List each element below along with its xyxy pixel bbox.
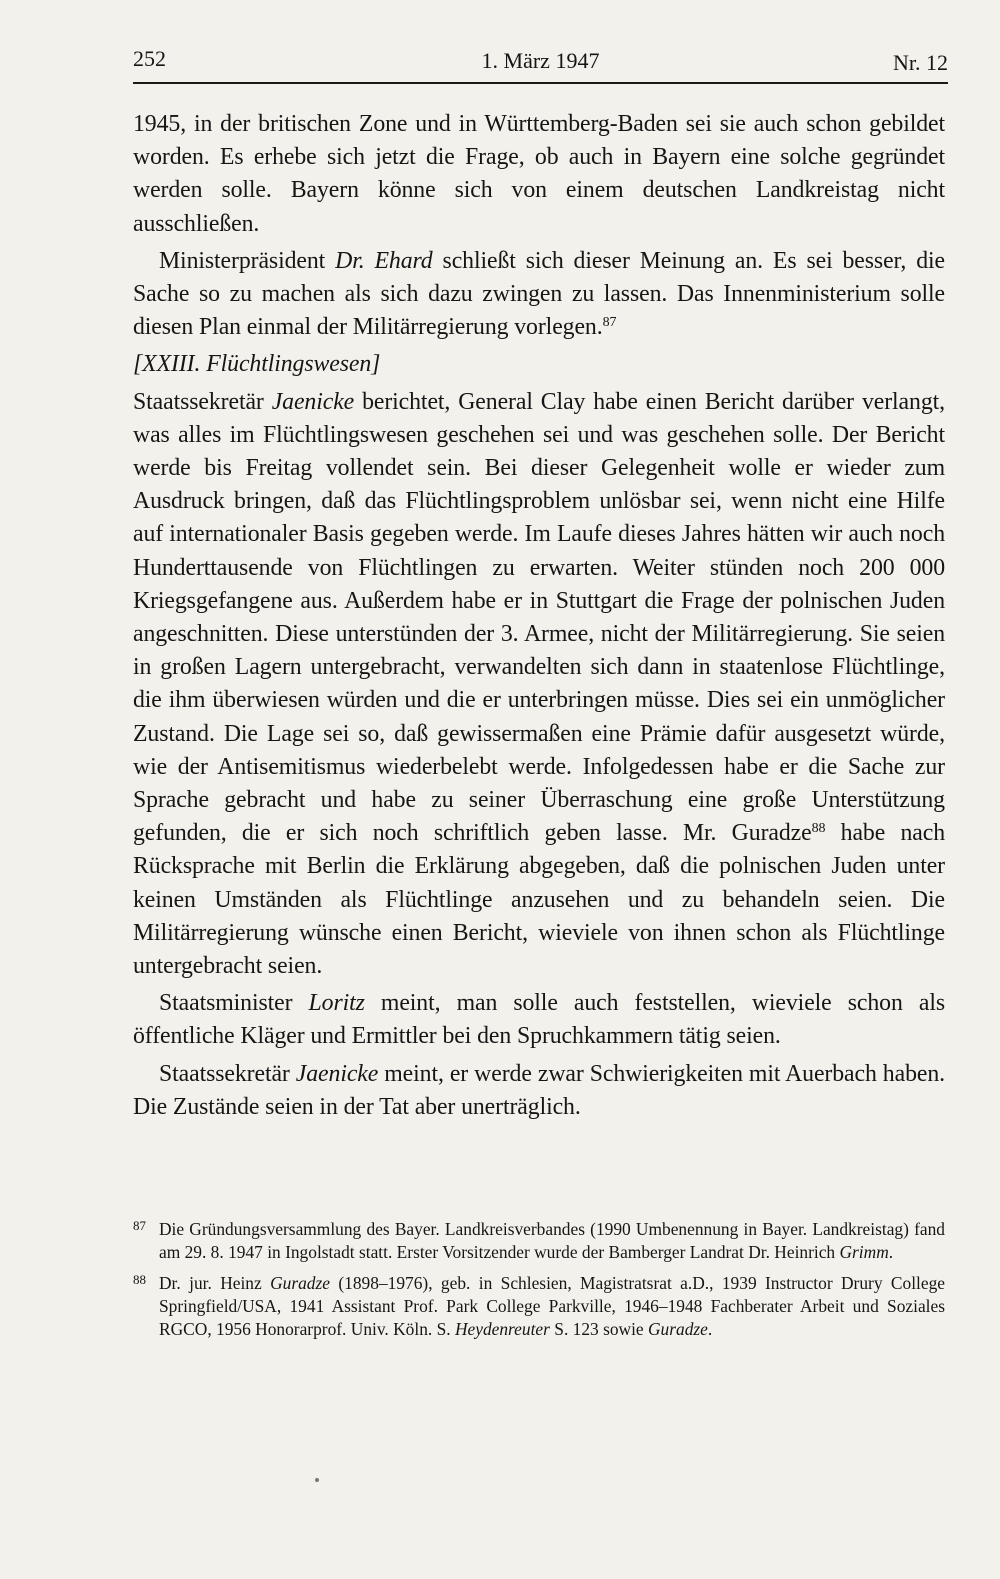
running-header xyxy=(133,46,948,82)
person-name: Jaenicke xyxy=(295,1060,379,1087)
text-segment: Dr. jur. Heinz xyxy=(159,1273,271,1293)
person-name: Grimm xyxy=(839,1242,889,1262)
footnote-88 xyxy=(133,1272,945,1341)
text-segment: Staatssekretär xyxy=(133,388,272,415)
paragraph-jaenicke-reply xyxy=(133,1058,945,1124)
text-segment: meint, man solle auch feststellen, wieviele schon als öffentliche Kläger und Ermittler bei den Spruchkammern tätig seien. xyxy=(133,990,945,1050)
section-heading-text: [XXIII. Flüchtlingswesen] xyxy=(133,351,381,378)
page-number: 252 xyxy=(133,46,166,71)
paragraph-continuation: 1945, in der britischen Zone und in Württemberg-Baden sei sie auch schon gebildet worden. Es erhebe sich jetzt die Frage, ob auch in Bayern eine solche gegründet werden solle. Bayern könne sich von einem deutschen Landkreistag nicht ausschließen. xyxy=(133,111,945,237)
text-segment: (1898–1976), geb. in Schlesien, Magistratsrat a.D., 1939 Instructor Drury College Springfield/USA, 1941 Assistant Prof. Park College Parkville, 1946–1948 Fachberater Arbeit und Soziales RGCO, 1956 Honorarprof. Univ. Köln. S. xyxy=(159,1273,945,1339)
print-speck xyxy=(315,1478,319,1482)
header-date: 1. März 1947 xyxy=(481,48,600,73)
person-name: Dr. Ehard xyxy=(335,247,433,274)
header-rule xyxy=(133,82,948,84)
footnote-87 xyxy=(133,1218,945,1264)
footnote-number: 87 xyxy=(133,1218,146,1233)
text-segment: berichtet, General Clay habe einen Bericht darüber verlangt, was alles im Flüchtlingswesen geschehen sei und was geschehen solle. Der Bericht werde bis Freitag vollendet sein. Bei dieser Gelegenheit wolle er wieder zum Ausdruck bringen, daß das Flüchtlingsproblem unlösbar sei, wenn nicht eine Hilfe auf internationaler Basis gegeben werde. Im Laufe dieses Jahres hätten wir auch noch Hunderttausende von Flüchtlingen zu erwarten. Weiter stünden noch 200 000 Kriegsgefangene aus. Außerdem habe er in Stuttgart die Frage der polnischen Juden angeschnitten. Diese unterstünden der 3. Armee, nicht der Militärregierung. Sie seien in großen Lagern untergebracht, verwandelten sich dann in staatenlose Flüchtlinge, die ihm überwiesen würden und die er unterbringen müsse. Dies sei ein unmöglicher Zustand. Die Lage sei so, daß gewissermaßen eine Prämie dafür ausgesetzt würde, wie der Antisemitismus wiederbelebt werde. Infolgedessen habe er die Sache zur Sprache gebracht und habe zu seiner Überraschung eine große Unterstützung gefunden, die er sich noch schriftlich geben lasse. Mr. Guradze xyxy=(133,388,945,847)
text-segment: Staatsminister xyxy=(159,990,309,1017)
issue-number: Nr. 12 xyxy=(893,50,948,75)
text-segment: meint, er werde zwar Schwierigkeiten mit Auerbach haben. Die Zustände seien in der Tat aber unerträglich. xyxy=(133,1060,945,1120)
person-name: Guradze xyxy=(648,1319,708,1339)
text-segment: Die Gründungsversammlung des Bayer. Landkreisverbandes (1990 Umbenennung in Bayer. Landkreistag) fand am 29. 8. 1947 in Ingolstadt statt. Erster Vorsitzender wurde der Bamberger Landrat Dr. Heinrich xyxy=(159,1219,945,1262)
text-segment: Ministerpräsident xyxy=(159,247,336,274)
footnote-ref-88[interactable]: 88 xyxy=(811,821,826,837)
author-name: Heydenreuter xyxy=(454,1319,550,1339)
text-segment: schließt sich dieser Meinung an. Es sei besser, die Sache so zu machen als sich dazu zwingen zu lassen. Das Innenministerium solle diesen Plan einmal der Militärregierung vorlegen. xyxy=(133,247,945,341)
text-segment: . xyxy=(707,1319,713,1339)
paragraph-loritz xyxy=(133,987,945,1053)
text-segment: . xyxy=(888,1242,894,1262)
text-segment: Staatssekretär xyxy=(159,1060,296,1087)
section-heading xyxy=(133,348,945,381)
footnote-number: 88 xyxy=(133,1272,146,1287)
paragraph-ehard xyxy=(133,245,945,345)
paragraph-jaenicke-report xyxy=(133,386,945,984)
footnote-ref-87[interactable]: 87 xyxy=(602,315,617,331)
text-segment: S. 123 sowie xyxy=(549,1319,648,1339)
text-segment: habe nach Rücksprache mit Berlin die Erklärung abgegeben, daß die polnischen Juden unter keinen Umständen als Flüchtlinge anzusehen und zu behandeln seien. Die Militärregierung wünsche einen Bericht, wieviele von ihnen schon als Flüchtlinge untergebracht seien. xyxy=(133,820,945,980)
main-text xyxy=(133,108,945,1124)
footnotes xyxy=(133,1218,945,1349)
person-name: Jaenicke xyxy=(271,388,355,415)
person-name: Loritz xyxy=(308,990,365,1017)
person-name: Guradze xyxy=(270,1273,330,1293)
